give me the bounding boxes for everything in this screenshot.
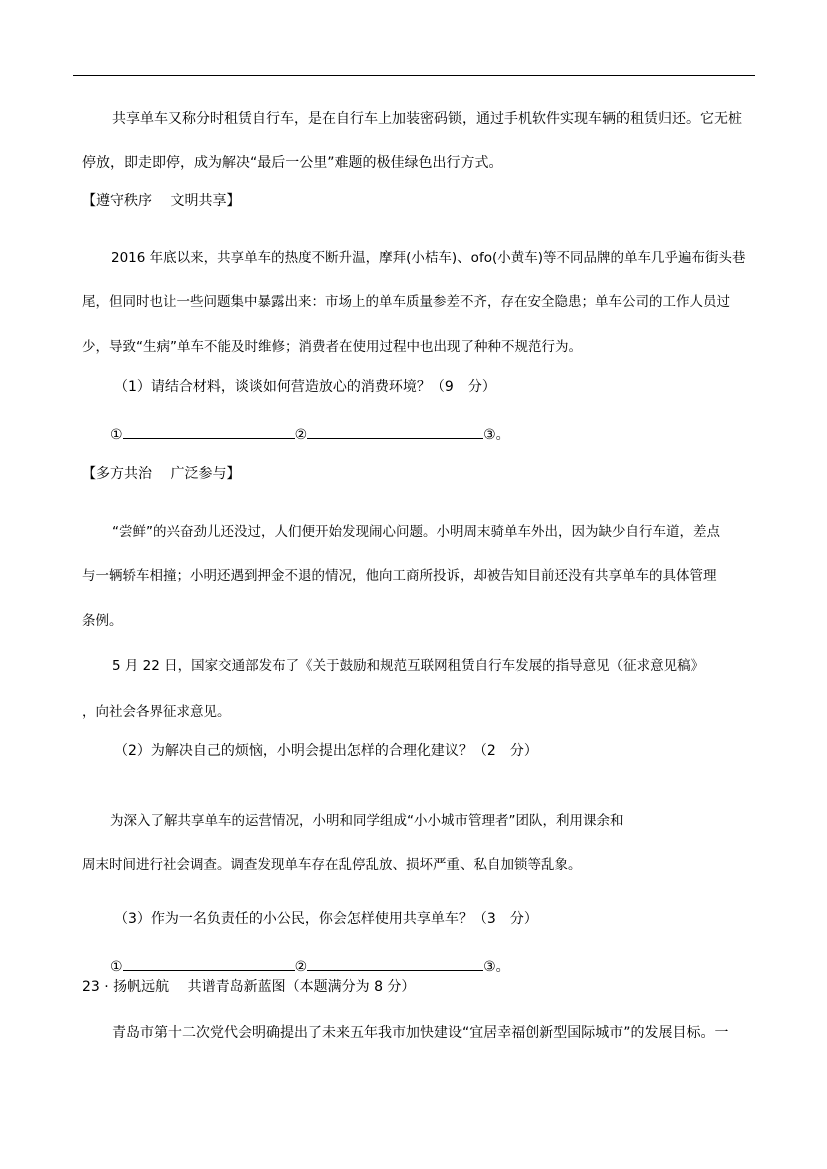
answer-blank-2[interactable]	[307, 424, 483, 439]
answer-blanks-3	[110, 956, 510, 976]
answer-blank-2[interactable]	[307, 956, 483, 971]
question-3: （3）作为一名负责任的小公民，你会怎样使用共享单车？（3 分）	[114, 911, 538, 927]
answer-blank-1[interactable]	[123, 424, 295, 439]
section-2-para-line-2: 与一辆轿车相撞；小明还遇到押金不退的情况，他向工商所投诉，却被告知目前还没有共享单车的具体管理	[82, 568, 717, 584]
section-2-para-line-3: 条例。	[82, 613, 123, 629]
intro-line-2: 停放，即走即停，成为解决“最后一公里”难题的极佳绿色出行方式。	[82, 155, 503, 171]
question-23-title: 23 · 扬帆远航 共谱青岛新蓝图（本题满分为 8 分）	[82, 979, 416, 995]
section-2-para2-line-2: ，向社会各界征求意见。	[82, 704, 231, 720]
section-1-heading: 【遵守秩序 文明共享】	[82, 193, 241, 209]
question-2: （2）为解决自己的烦恼，小明会提出怎样的合理化建议？（2 分）	[114, 743, 538, 759]
section-2-heading: 【多方共治 广泛参与】	[82, 466, 241, 482]
answer-marker-2: ②	[294, 427, 308, 443]
header-rule	[73, 75, 755, 76]
section-1-para-line-1: 2016 年底以来，共享单车的热度不断升温，摩拜(小桔车)、ofo(小黄车)等不同品牌的单车几乎遍布街头巷	[111, 250, 746, 266]
intro-line-1: 共享单车又称分时租赁自行车，是在自行车上加装密码锁，通过手机软件实现车辆的租赁归还。它无桩	[112, 111, 742, 127]
section-2-para-line-1: “尝鲜”的兴奋劲儿还没过，人们便开始发现闹心问题。小明周末骑单车外出，因为缺少自行车道，差点	[112, 524, 720, 540]
answer-marker-3: ③。	[483, 427, 510, 443]
section-3-para-line-2: 周末时间进行社会调查。调查发现单车存在乱停乱放、损坏严重、私自加锁等乱象。	[82, 857, 582, 873]
answer-blank-1[interactable]	[123, 956, 295, 971]
answer-marker-3: ③。	[483, 959, 510, 975]
answer-blanks-1	[110, 424, 510, 444]
question-1: （1）请结合材料，谈谈如何营造放心的消费环境？（9 分）	[114, 379, 496, 395]
section-1-para-line-2: 尾，但同时也让一些问题集中暴露出来：市场上的单车质量参差不齐，存在安全隐患；单车公司的工作人员过	[82, 294, 730, 310]
section-3-para-line-1: 为深入了解共享单车的运营情况，小明和同学组成“小小城市管理者”团队，利用课余和	[110, 813, 624, 829]
section-1-para-line-3: 少，导致“生病”单车不能及时维修；消费者在使用过程中也出现了种种不规范行为。	[82, 339, 582, 355]
answer-marker-1: ①	[110, 427, 123, 443]
question-23-para-line-1: 青岛市第十二次党代会明确提出了未来五年我市加快建设“宜居幸福创新型国际城市”的发展目标。一	[112, 1025, 729, 1041]
answer-marker-2: ②	[294, 959, 308, 975]
section-2-para2-line-1: 5 月 22 日，国家交通部发布了《关于鼓励和规范互联网租赁自行车发展的指导意见（征求意见稿》	[112, 658, 705, 674]
answer-marker-1: ①	[110, 959, 123, 975]
